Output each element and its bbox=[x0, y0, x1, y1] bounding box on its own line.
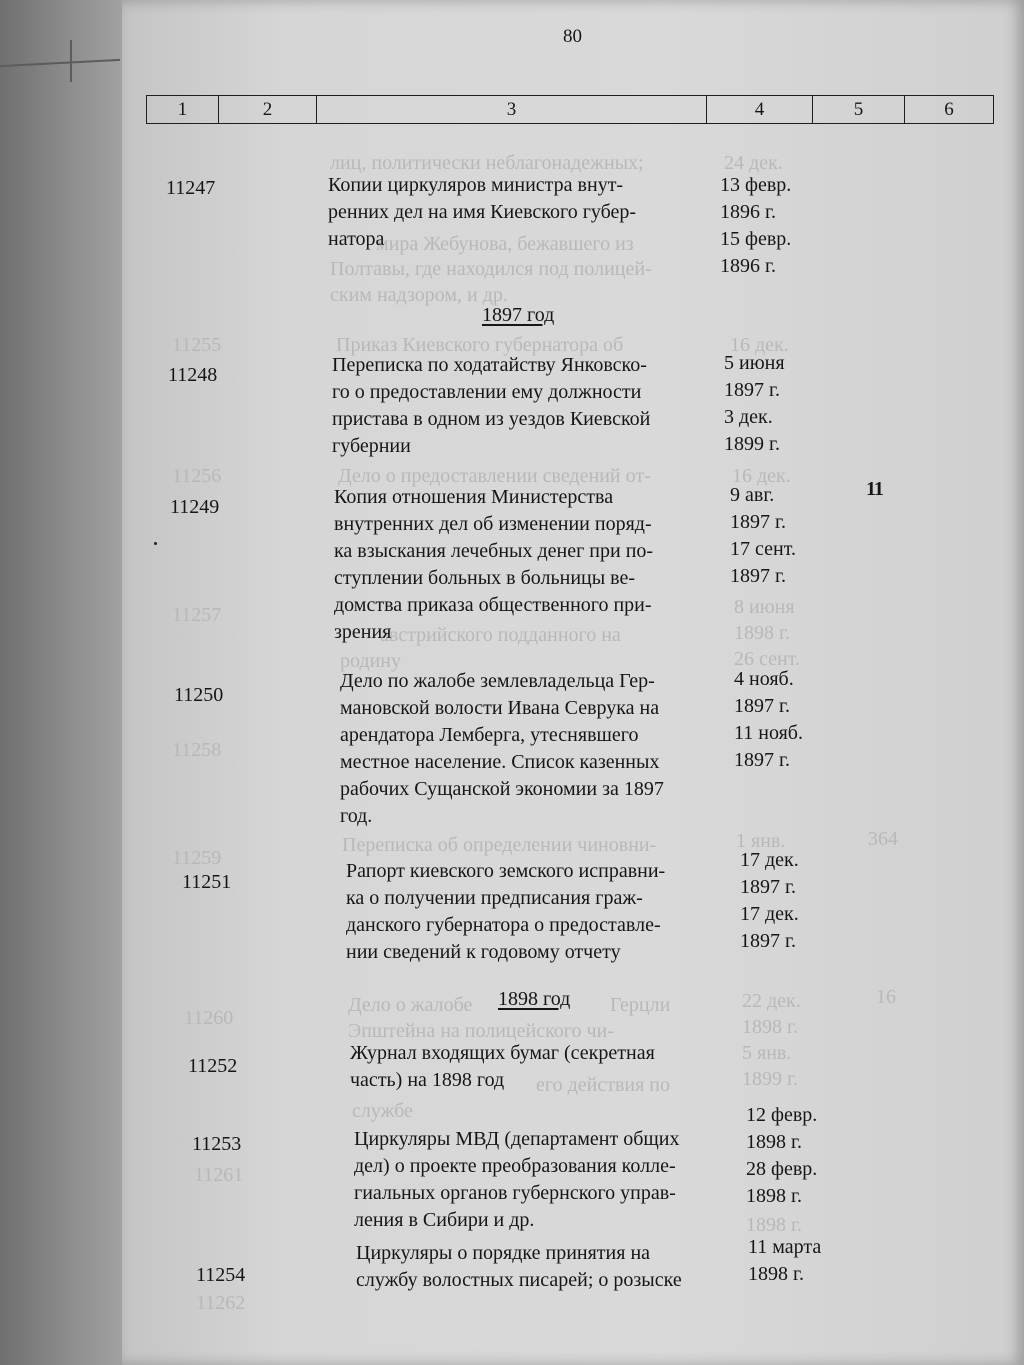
bleed-number: 11261 bbox=[194, 1164, 244, 1186]
entry-dates: 11 марта 1898 г. bbox=[748, 1236, 822, 1285]
bleed-text: Полтавы, где находился под полицей- bbox=[330, 258, 652, 280]
bleed-text: службе bbox=[352, 1100, 413, 1122]
bleed-text: 16 bbox=[876, 986, 896, 1008]
bleed-text: Герцли bbox=[610, 994, 671, 1016]
bleed-number: 11255 bbox=[172, 334, 222, 356]
entry-number: 11254 bbox=[196, 1264, 246, 1286]
bleed-text: 1898 г. bbox=[746, 1214, 802, 1236]
entry-dates: 5 июня 1897 г. 3 дек. 1899 г. bbox=[724, 352, 785, 455]
previous-page-rule bbox=[70, 40, 72, 82]
column-header-5: 5 bbox=[813, 96, 905, 123]
bleed-text: австрийского подданного на bbox=[380, 624, 621, 646]
year-heading: 1897 год bbox=[482, 304, 555, 326]
column-header-4: 4 bbox=[707, 96, 813, 123]
entry-number: 11253 bbox=[192, 1133, 242, 1155]
bleed-text: Приказ Киевского губернатора об bbox=[336, 334, 624, 356]
entry-title: Копии циркуляров министра внут- ренних дел на имя Киевского губер- натора bbox=[328, 174, 637, 250]
previous-page-rule bbox=[0, 59, 120, 67]
previous-page-edge bbox=[0, 0, 126, 1365]
entry-title: Дело по жалобе землевладельца Гер- мановской волости Ивана Севрука на арендатора Лемберга, утеснявшего местное население. Список казенных рабочих Сущанской экономии за 1897 год. bbox=[340, 670, 664, 827]
entry-dates: 13 февр. 1896 г. 15 февр. 1896 г. bbox=[720, 174, 792, 277]
bleed-number: 11256 bbox=[172, 465, 222, 487]
bleed-text: 16 дек. bbox=[730, 334, 789, 356]
entry-number: 11247 bbox=[166, 177, 216, 199]
bleed-text: Дело о предоставлении сведений от- bbox=[338, 465, 651, 487]
bleed-number: 11260 bbox=[184, 1007, 234, 1029]
column-header-1: 1 bbox=[147, 96, 219, 123]
bleed-number: 11259 bbox=[172, 847, 222, 869]
entry-title: Копия отношения Министерства внутренних дел об изменении поряд- ка взыскания лечебных денег при по- ступлении больных в больницы ве- домства приказа общественного при- зрения bbox=[334, 486, 654, 643]
margin-mark: 11 bbox=[866, 478, 883, 500]
entry-dates: 12 февр. 1898 г. 28 февр. 1898 г. bbox=[746, 1104, 818, 1207]
bleed-text: ским надзором, и др. bbox=[330, 284, 508, 306]
entry-title: Рапорт киевского земского исправни- ка о получении предписания граж- данского губернатора о предоставле- нии сведений к годовому отчету bbox=[346, 860, 666, 963]
bleed-number: 11262 bbox=[196, 1292, 246, 1314]
column-header-2: 2 bbox=[219, 96, 317, 123]
entry-title: Циркуляры МВД (департамент общих дел) о проекте преобразования колле- гиальных органов губернского управ- ления в Сибири и др. bbox=[354, 1128, 680, 1231]
stray-mark bbox=[154, 542, 157, 545]
bleed-text: 16 дек. bbox=[732, 465, 791, 487]
bleed-text: 26 сент. bbox=[734, 648, 800, 670]
bleed-number: 11258 bbox=[172, 739, 222, 761]
entry-dates: 4 нояб. 1897 г. 11 нояб. 1897 г. bbox=[734, 668, 803, 771]
page-number: 80 bbox=[563, 26, 582, 47]
entry-number: 11250 bbox=[174, 684, 224, 706]
bleed-text: 1 янв. bbox=[736, 830, 786, 852]
bleed-text: его действия по bbox=[536, 1074, 671, 1096]
bleed-text: мира Жебунова, бежавшего из bbox=[376, 233, 634, 255]
entry-number: 11251 bbox=[182, 871, 232, 893]
bleed-number: 11257 bbox=[172, 604, 222, 626]
bleed-text: 364 bbox=[868, 828, 898, 850]
entry-dates: 17 дек. 1897 г. 17 дек. 1897 г. bbox=[740, 849, 799, 952]
entry-title: Журнал входящих бумаг (секретная часть) на 1898 год bbox=[350, 1042, 655, 1091]
column-header-6: 6 bbox=[944, 99, 954, 120]
bleed-text: Переписка об определении чиновни- bbox=[342, 834, 657, 856]
bleed-text: 8 июня bbox=[734, 596, 795, 618]
bleed-text: 1898 г. bbox=[734, 622, 790, 644]
entry-number: 11252 bbox=[188, 1055, 238, 1077]
bleed-text: 1898 г. bbox=[742, 1016, 798, 1038]
entry-dates: 9 авг. 1897 г. 17 сент. 1897 г. bbox=[730, 484, 796, 587]
bleed-text: 1899 г. bbox=[742, 1068, 798, 1090]
bleed-text: 24 дек. bbox=[724, 152, 783, 174]
bleed-text: 5 янв. bbox=[742, 1042, 792, 1064]
entry-title: Циркуляры о порядке принятия на службу волостных писарей; о розыске bbox=[356, 1242, 682, 1291]
entry-number: 11248 bbox=[168, 364, 218, 386]
column-header-3: 3 bbox=[317, 96, 707, 123]
entry-number: 11249 bbox=[170, 496, 220, 518]
bleed-text: родину bbox=[340, 650, 402, 672]
bleed-text: Дело о жалобе bbox=[348, 994, 473, 1016]
bleed-text: Эпштейна на полицейского чи- bbox=[348, 1020, 614, 1042]
bleed-text: 22 дек. bbox=[742, 990, 801, 1012]
column-header-row bbox=[146, 95, 994, 124]
year-heading: 1898 год bbox=[498, 988, 571, 1010]
entry-title: Переписка по ходатайству Янковско- го о предоставлении ему должности пристава в одном из уездов Киевской губернии bbox=[332, 354, 651, 457]
bleed-text: лиц, политически неблагонадежных; bbox=[330, 152, 644, 174]
